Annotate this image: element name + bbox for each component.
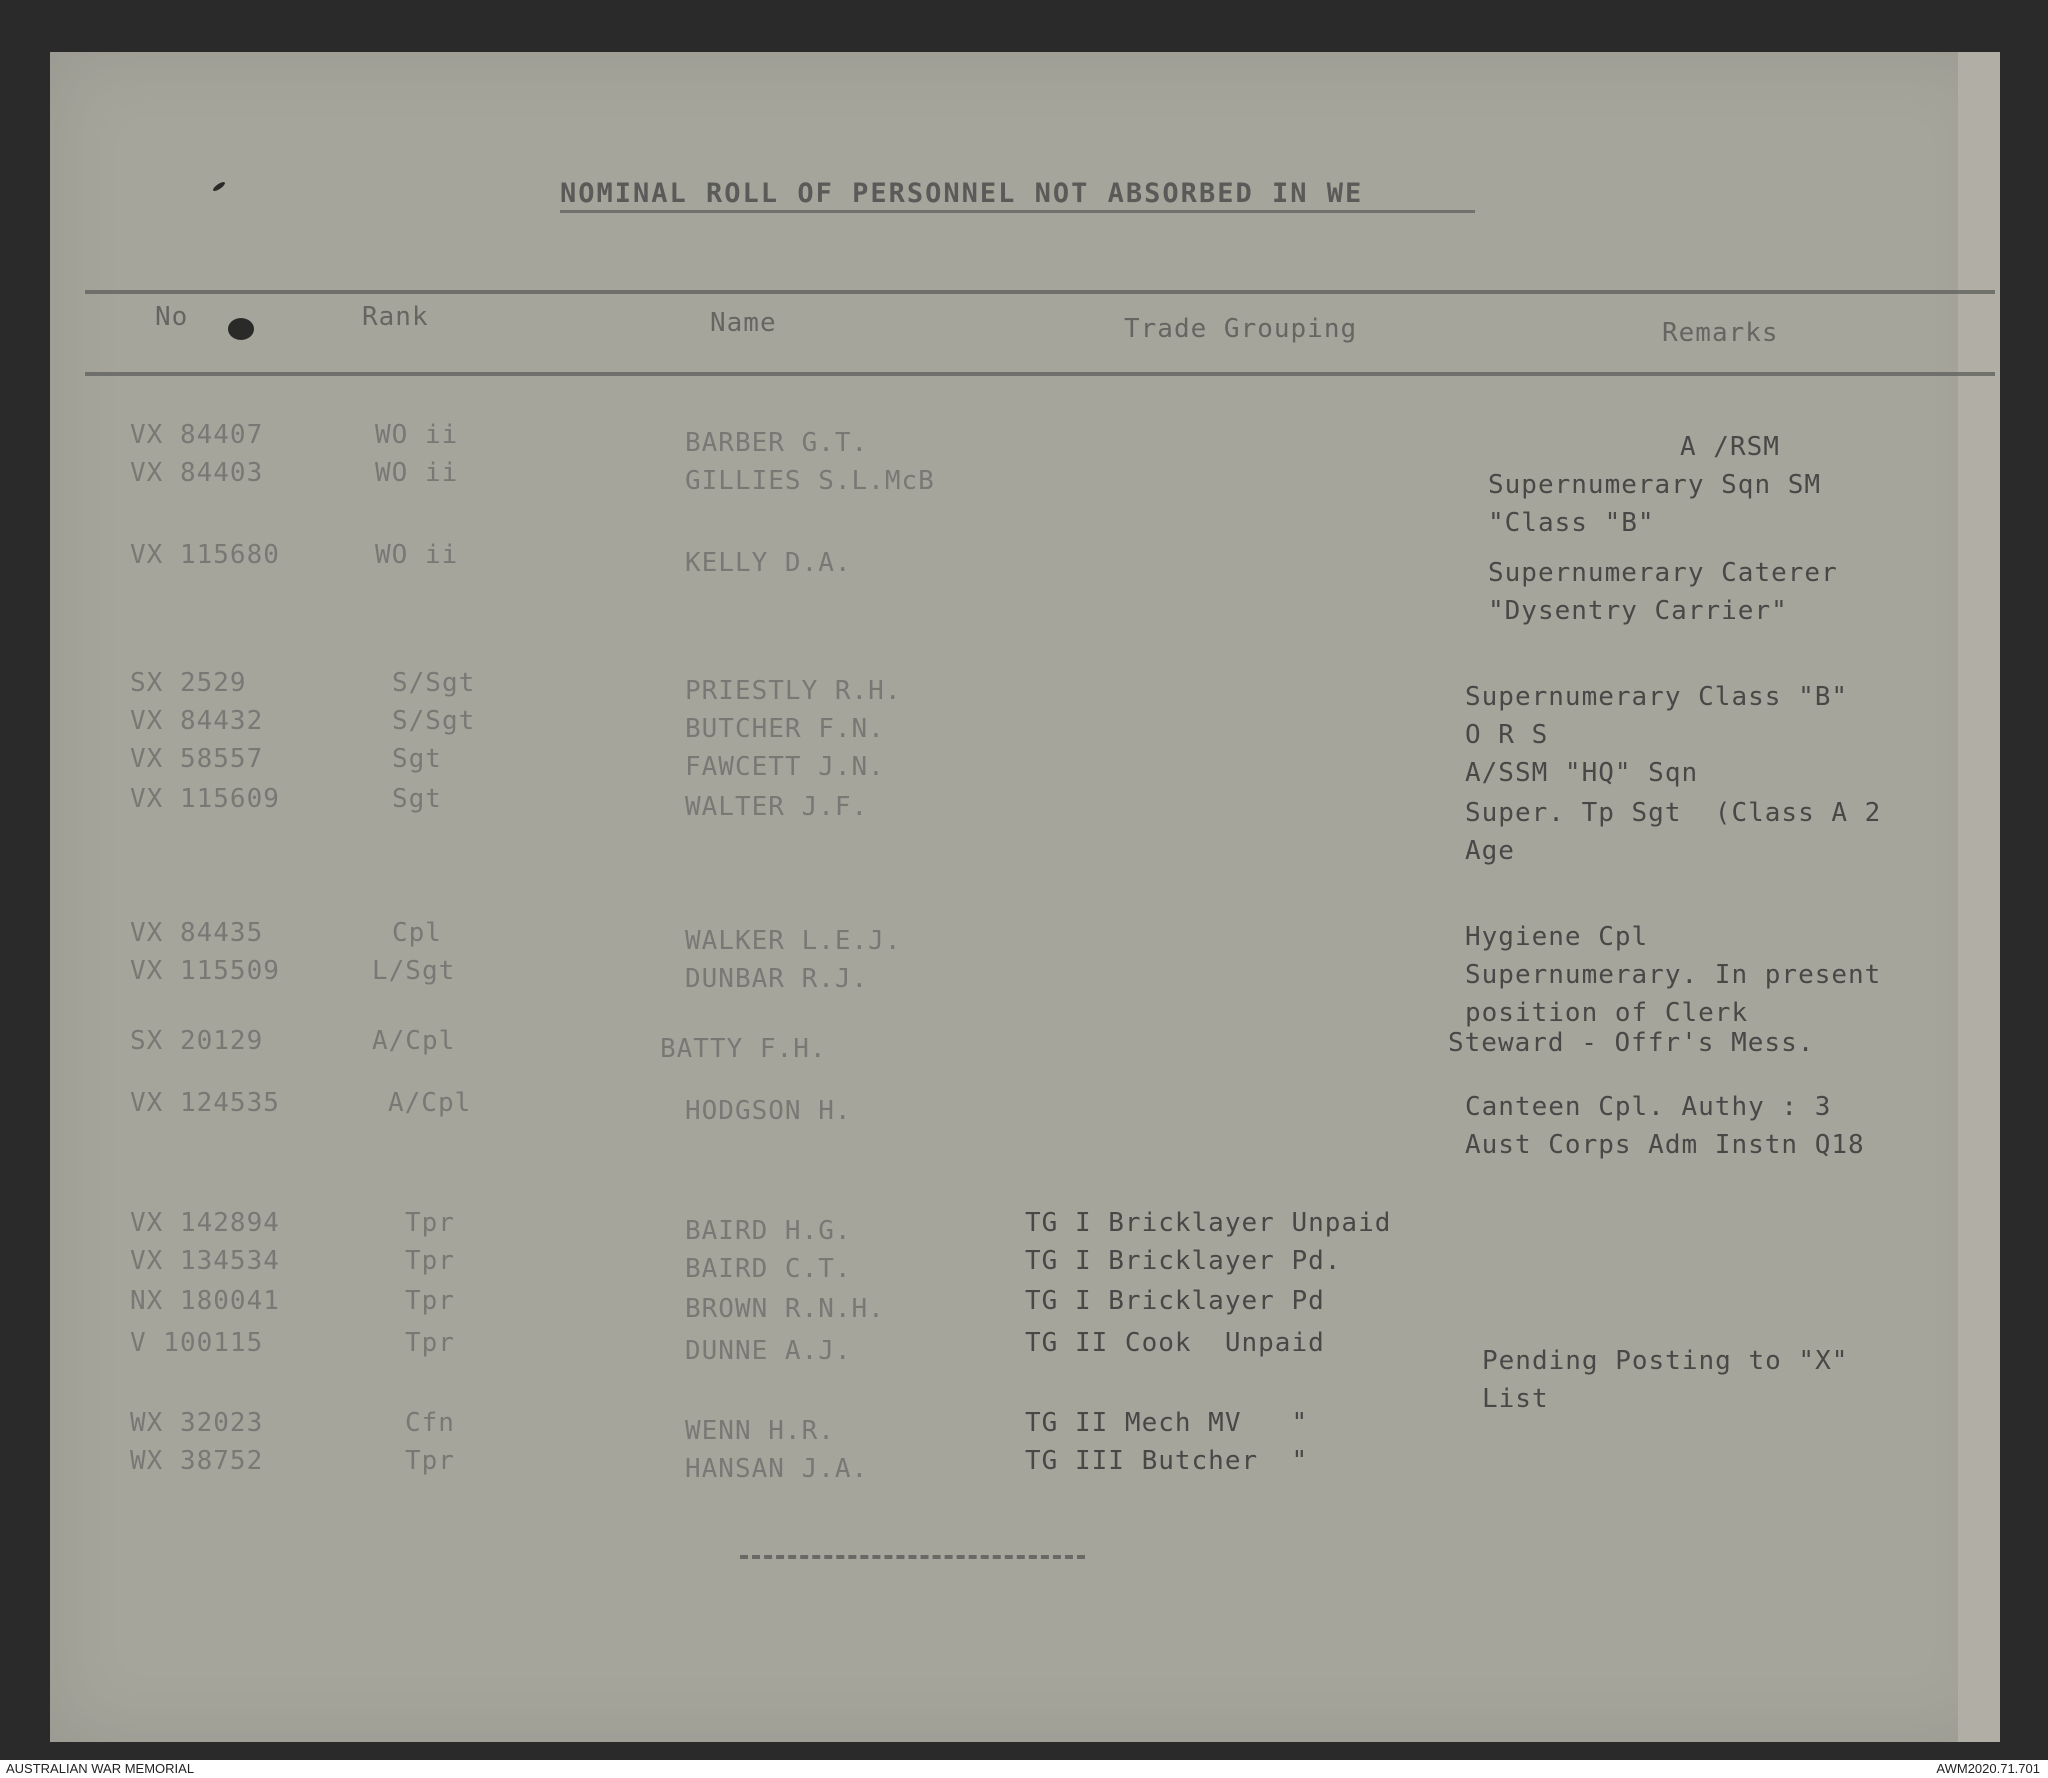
row-remark: Hygiene Cpl — [1465, 922, 1649, 952]
row-name: BARBER G.T. — [685, 428, 869, 458]
row-service-number: VX 134534 — [130, 1246, 280, 1276]
row-rank: S/Sgt — [392, 706, 476, 736]
row-service-number: VX 115680 — [130, 540, 280, 570]
row-remark: Super. Tp Sgt (Class A 2 — [1465, 798, 1882, 828]
row-rank: Sgt — [392, 784, 442, 814]
row-remark: Supernumerary Caterer — [1488, 558, 1838, 588]
row-name: BAIRD C.T. — [685, 1254, 852, 1284]
row-rank: A/Cpl — [372, 1026, 456, 1056]
row-name: DUNNE A.J. — [685, 1336, 852, 1366]
row-rank: S/Sgt — [392, 668, 476, 698]
row-service-number: VX 84407 — [130, 420, 264, 450]
row-service-number: VX 115509 — [130, 956, 280, 986]
header-rule-top — [85, 290, 1995, 294]
row-service-number: SX 20129 — [130, 1026, 264, 1056]
row-remark: Steward - Offr's Mess. — [1448, 1028, 1815, 1058]
row-service-number: WX 32023 — [130, 1408, 264, 1438]
row-remark: Supernumerary. In present — [1465, 960, 1882, 990]
row-rank: WO ii — [375, 540, 459, 570]
row-remark: Canteen Cpl. Authy : 3 — [1465, 1092, 1832, 1122]
ink-blot — [228, 318, 254, 340]
row-name: WALKER L.E.J. — [685, 926, 902, 956]
row-remark: Pending Posting to "X" — [1482, 1346, 1849, 1376]
row-trade-grouping: TG I Bricklayer Pd. — [1025, 1246, 1342, 1276]
row-name: GILLIES S.L.McB — [685, 466, 935, 496]
column-header-no: No — [155, 302, 189, 332]
row-rank: Cpl — [392, 918, 442, 948]
row-rank: Tpr — [405, 1328, 455, 1358]
row-rank: Tpr — [405, 1246, 455, 1276]
paper-sheet — [50, 52, 2000, 1742]
row-trade-grouping: TG I Bricklayer Pd — [1025, 1286, 1325, 1316]
paper-edge — [1958, 52, 2000, 1742]
row-service-number: WX 38752 — [130, 1446, 264, 1476]
column-header-trade: Trade Grouping — [1124, 314, 1358, 344]
row-name: HODGSON H. — [685, 1096, 852, 1126]
document-title: NOMINAL ROLL OF PERSONNEL NOT ABSORBED IN WE — [560, 178, 1364, 209]
row-remark: Age — [1465, 836, 1515, 866]
row-name: WALTER J.F. — [685, 792, 869, 822]
row-trade-grouping: TG III Butcher " — [1025, 1446, 1309, 1476]
footer-source: AUSTRALIAN WAR MEMORIAL — [6, 1761, 195, 1776]
row-remark: Aust Corps Adm Instn Q18 — [1465, 1130, 1865, 1160]
row-service-number: SX 2529 — [130, 668, 247, 698]
row-remark: Supernumerary Class "B" — [1465, 682, 1849, 712]
row-name: KELLY D.A. — [685, 548, 852, 578]
row-name: BATTY F.H. — [660, 1034, 827, 1064]
row-service-number: V 100115 — [130, 1328, 264, 1358]
row-rank: L/Sgt — [372, 956, 456, 986]
title-underline — [560, 210, 1475, 213]
footer-bar — [0, 1760, 2048, 1778]
row-name: WENN H.R. — [685, 1416, 835, 1446]
row-remark: "Class "B" — [1488, 508, 1655, 538]
row-name: HANSAN J.A. — [685, 1454, 869, 1484]
column-header-name: Name — [710, 308, 777, 338]
row-trade-grouping: TG II Mech MV " — [1025, 1408, 1309, 1438]
row-trade-grouping: TG II Cook Unpaid — [1025, 1328, 1325, 1358]
row-rank: Cfn — [405, 1408, 455, 1438]
row-rank: WO ii — [375, 420, 459, 450]
row-name: BUTCHER F.N. — [685, 714, 885, 744]
row-rank: Tpr — [405, 1208, 455, 1238]
row-service-number: VX 58557 — [130, 744, 264, 774]
row-remark: position of Clerk — [1465, 998, 1749, 1028]
row-service-number: NX 180041 — [130, 1286, 280, 1316]
row-rank: Tpr — [405, 1286, 455, 1316]
row-trade-grouping: TG I Bricklayer Unpaid — [1025, 1208, 1392, 1238]
row-service-number: VX 124535 — [130, 1088, 280, 1118]
footer-id: AWM2020.71.701 — [1936, 1761, 2040, 1776]
column-header-remarks: Remarks — [1662, 318, 1779, 348]
row-name: FAWCETT J.N. — [685, 752, 885, 782]
end-of-list-rule — [740, 1555, 1085, 1559]
header-rule-bottom — [85, 372, 1995, 376]
row-service-number: VX 142894 — [130, 1208, 280, 1238]
row-remark: List — [1482, 1384, 1549, 1414]
row-service-number: VX 84432 — [130, 706, 264, 736]
row-rank: WO ii — [375, 458, 459, 488]
row-remark: A /RSM — [1680, 432, 1780, 462]
row-service-number: VX 115609 — [130, 784, 280, 814]
row-rank: Tpr — [405, 1446, 455, 1476]
row-name: BAIRD H.G. — [685, 1216, 852, 1246]
row-name: PRIESTLY R.H. — [685, 676, 902, 706]
row-service-number: VX 84403 — [130, 458, 264, 488]
row-name: BROWN R.N.H. — [685, 1294, 885, 1324]
column-header-rank: Rank — [362, 302, 429, 332]
row-remark: O R S — [1465, 720, 1549, 750]
row-remark: A/SSM "HQ" Sqn — [1465, 758, 1699, 788]
row-rank: A/Cpl — [388, 1088, 472, 1118]
row-name: DUNBAR R.J. — [685, 964, 869, 994]
row-service-number: VX 84435 — [130, 918, 264, 948]
row-remark: Supernumerary Sqn SM — [1488, 470, 1822, 500]
row-remark: "Dysentry Carrier" — [1488, 596, 1788, 626]
row-rank: Sgt — [392, 744, 442, 774]
